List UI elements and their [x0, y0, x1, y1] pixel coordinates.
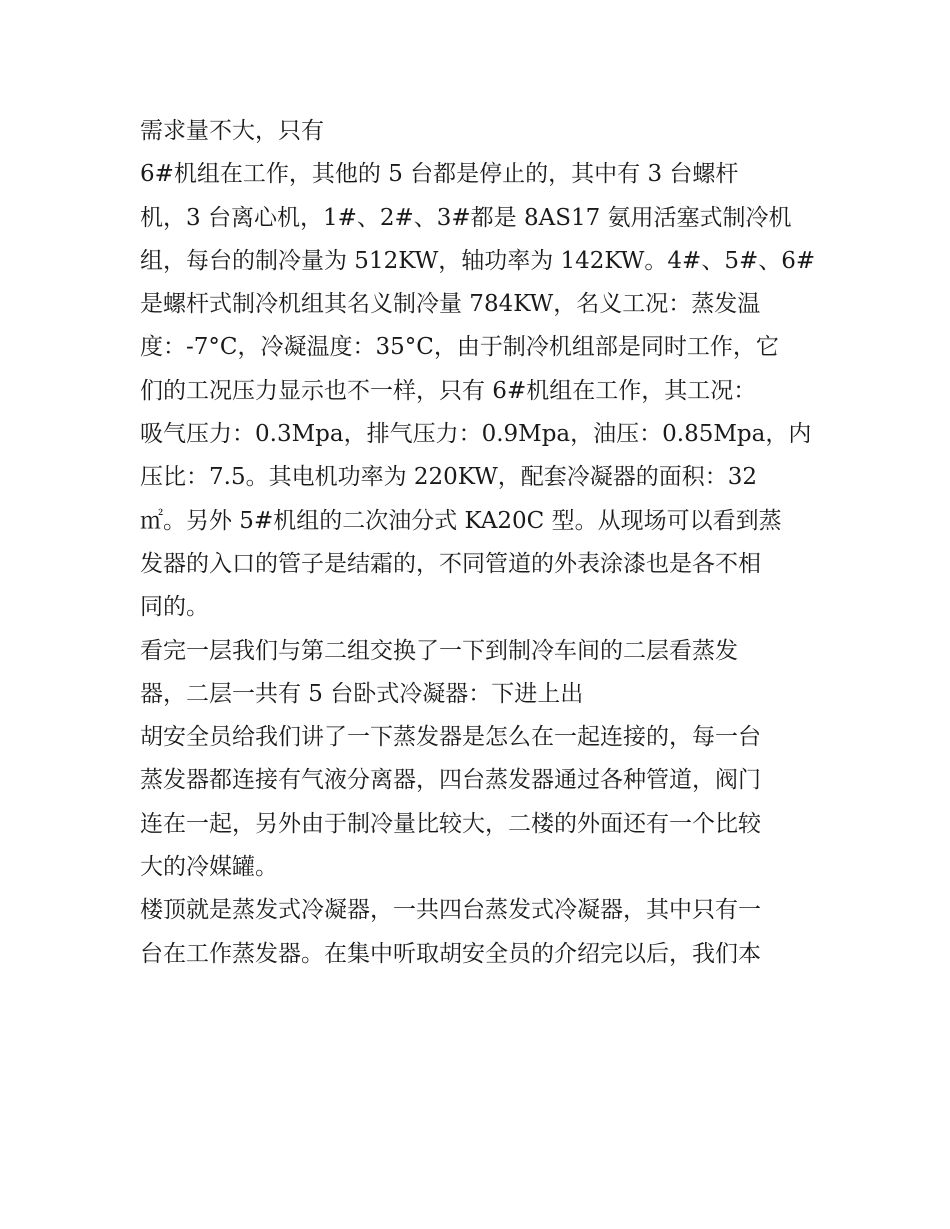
text-line: 楼顶就是蒸发式冷凝器，一共四台蒸发式冷凝器，其中只有一	[140, 897, 761, 924]
text-line: 同的。	[140, 594, 209, 621]
text-line: 大的冷媒罐。	[140, 854, 278, 881]
text-line: 发器的入口的管子是结霜的，不同管道的外表涂漆也是各不相	[140, 550, 761, 577]
text-line: 看完一层我们与第二组交换了一下到制冷车间的二层看蒸发	[140, 637, 738, 664]
text-line: 需求量不大，只有	[140, 118, 324, 144]
text-line: ㎡。另外 5#机组的二次油分式 KA20C 型。从现场可以看到蒸	[140, 507, 782, 534]
text-line: 6#机组在工作，其他的 5 台都是停止的，其中有 3 台螺杆	[140, 161, 739, 188]
text-line: 台在工作蒸发器。在集中听取胡安全员的介绍完以后，我们本	[140, 940, 761, 967]
text-line: 压比：7.5。其电机功率为 220KW，配套冷凝器的面积：32	[140, 464, 758, 491]
text-line: 胡安全员给我们讲了一下蒸发器是怎么在一起连接的，每一台	[140, 724, 761, 751]
text-line: 器，二层一共有 5 台卧式冷凝器：下进上出	[140, 680, 584, 707]
text-line: 组，每台的制冷量为 512KW，轴功率为 142KW。4#、5#、6#	[140, 247, 816, 274]
text-line: 是螺杆式制冷机组其名义制冷量 784KW，名义工况：蒸发温	[140, 291, 761, 318]
text-line: 们的工况压力显示也不一样，只有 6#机组在工作，其工况：	[140, 377, 757, 404]
text-line: 机，3 台离心机，1#、2#、3#都是 8AS17 氨用活塞式制冷机	[140, 204, 792, 231]
text-line: 度：-7°C，冷凝温度：35°C，由于制冷机组部是同时工作，它	[140, 334, 779, 361]
text-line: 蒸发器都连接有气液分离器，四台蒸发器通过各种管道，阀门	[140, 767, 761, 794]
text-line: 连在一起，另外由于制冷量比较大，二楼的外面还有一个比较	[140, 810, 761, 837]
text-line: 吸气压力：0.3Mpa，排气压力：0.9Mpa，油压：0.85Mpa，内	[140, 421, 812, 448]
body-text	[140, 110, 820, 976]
